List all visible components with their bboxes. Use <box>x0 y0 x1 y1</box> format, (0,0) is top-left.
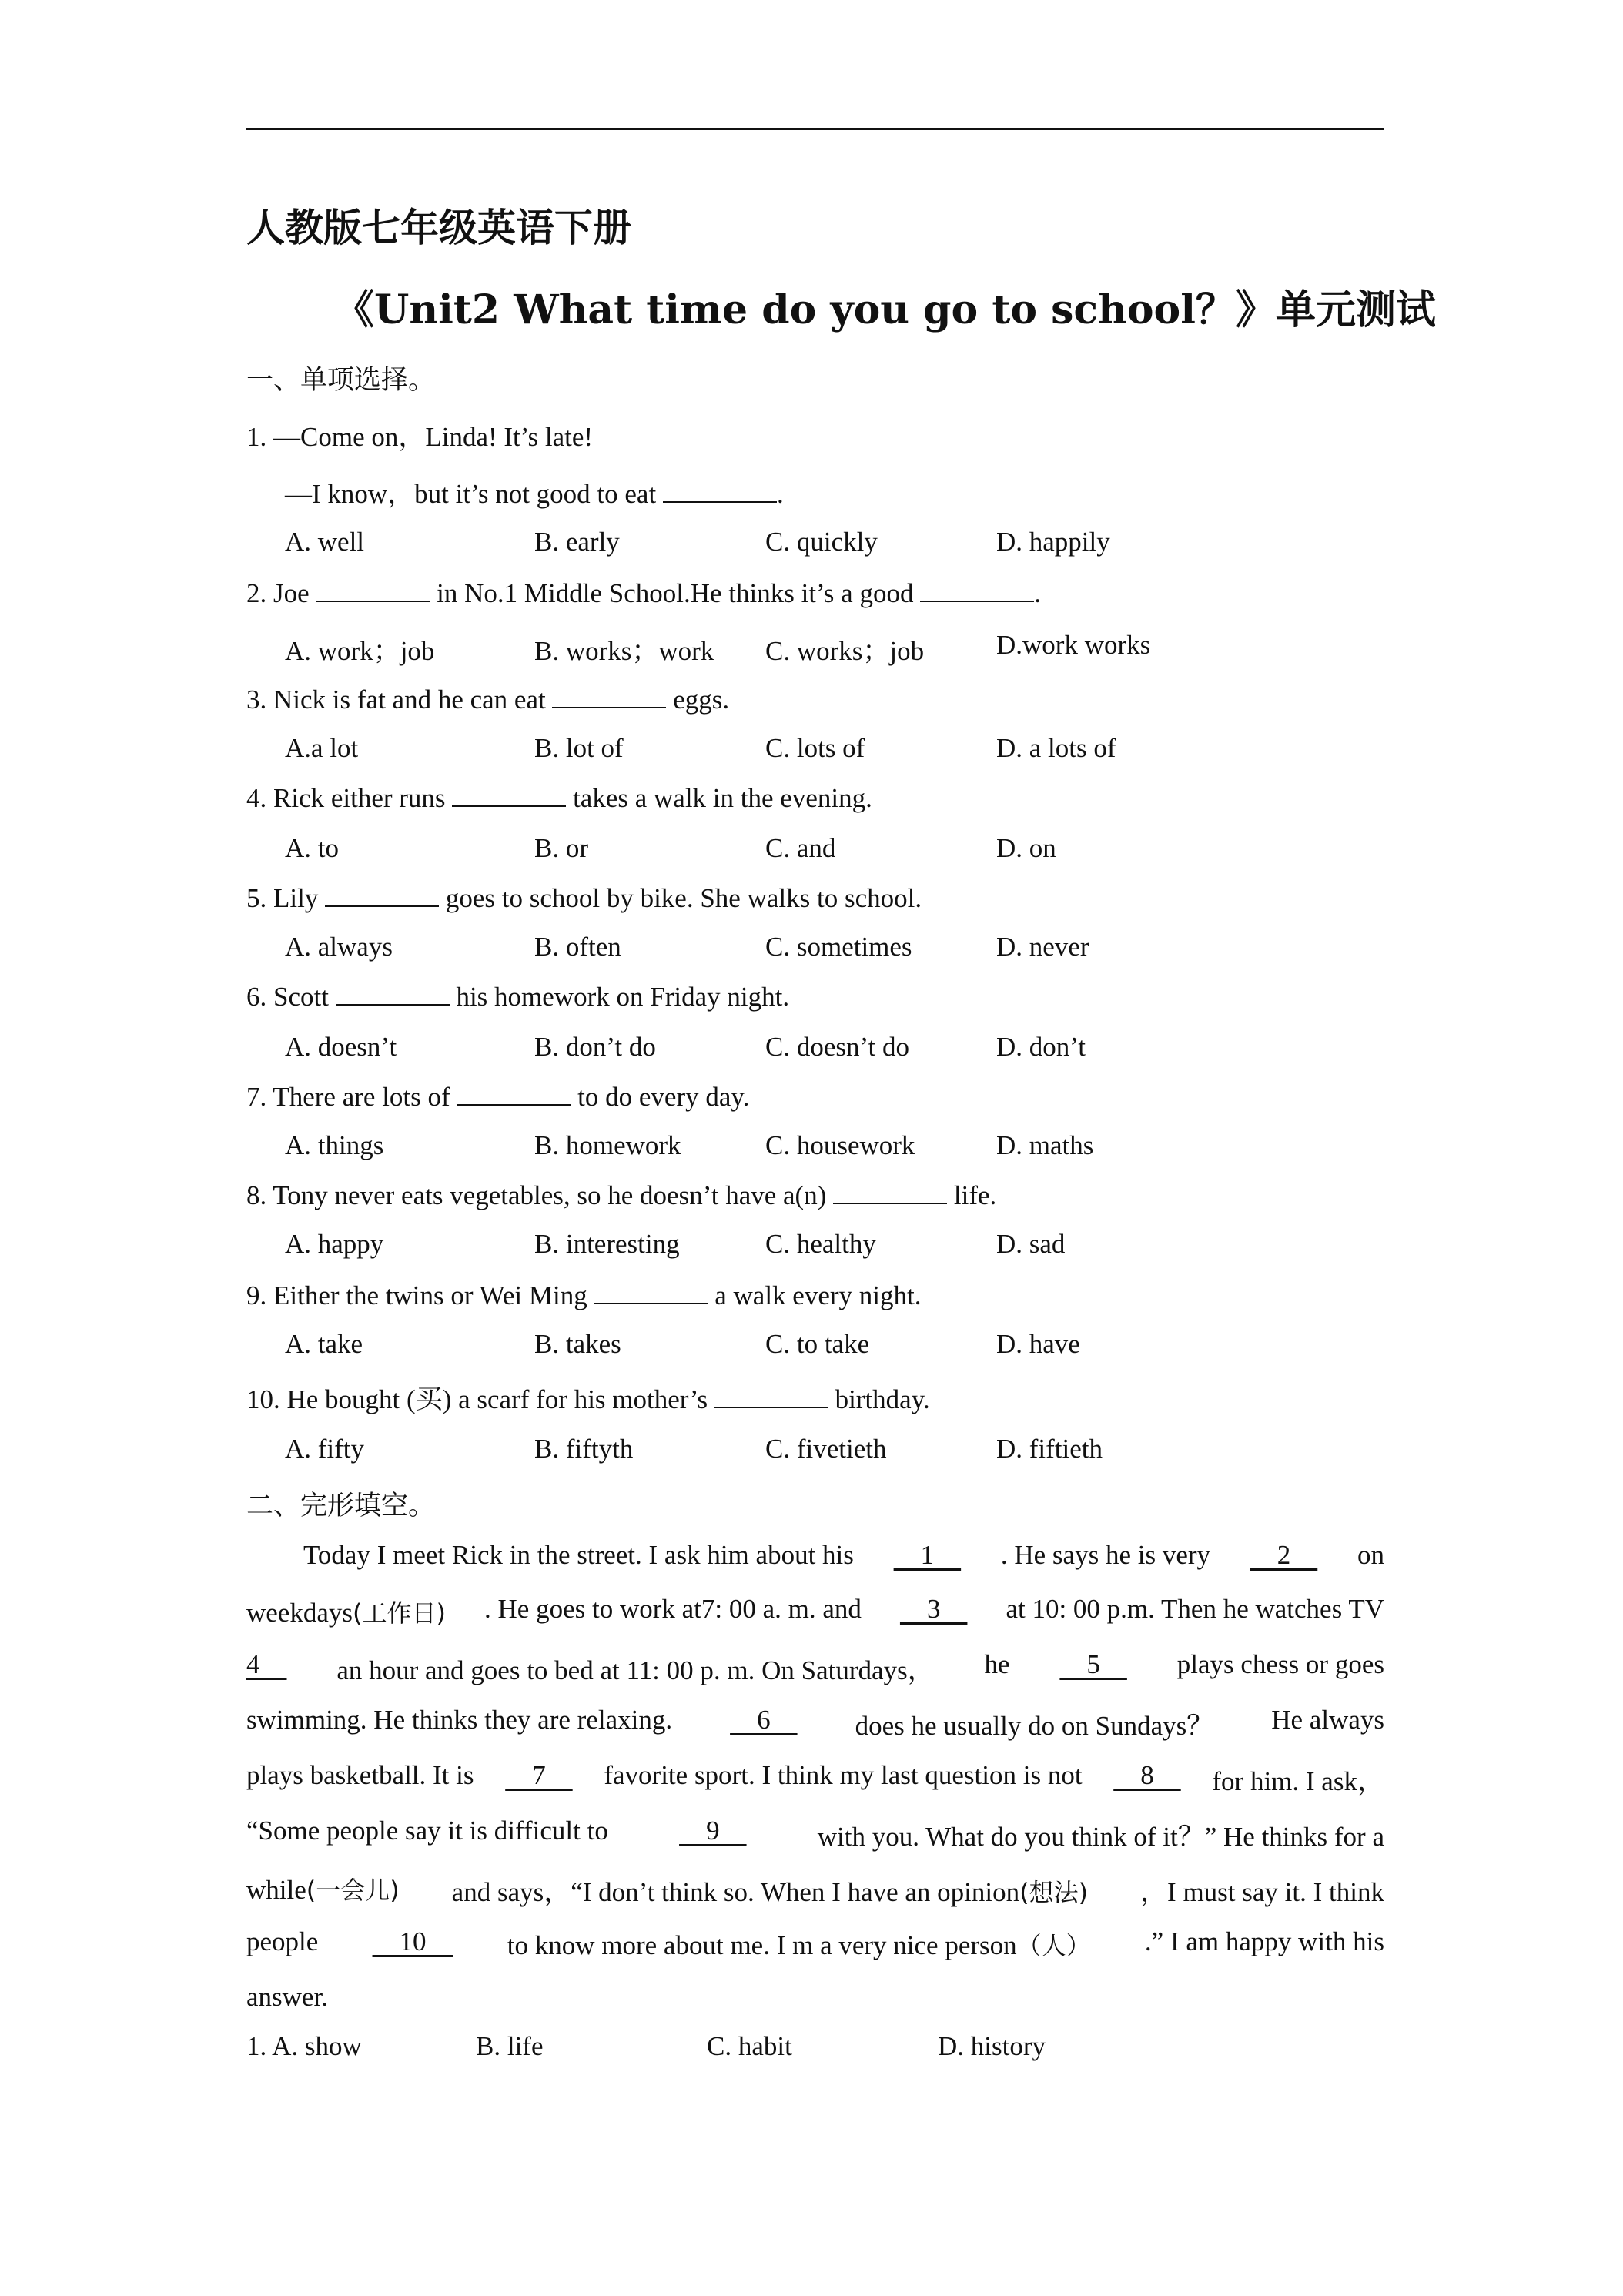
question-4-options <box>285 833 1286 867</box>
question-7: 7. There are lots of to do every day. <box>246 1082 750 1112</box>
question-9-options <box>285 1329 1286 1363</box>
option-c: C. housework <box>765 1130 915 1160</box>
option-a: A. fifty <box>285 1434 365 1464</box>
passage-line: people 10 to know more about me. I m a very nice person（人） .” I am happy with his <box>246 1926 1384 1960</box>
cloze-blank-1: 1 <box>893 1540 962 1570</box>
unit-title: 《Unit2 What time do you go to school？》单元测试 <box>334 286 1436 333</box>
question-8: 8. Tony never eats vegetables, so he doesn’t have a(n) life. <box>246 1180 997 1210</box>
option-d: D. on <box>996 833 1056 863</box>
option-a: A. to <box>285 833 339 863</box>
option-b: B. don’t do <box>534 1032 656 1062</box>
answer-blank <box>714 1384 828 1408</box>
option-c: C. sometimes <box>765 932 912 962</box>
answer-blank <box>325 882 439 907</box>
cloze-blank-4: 4 <box>246 1649 287 1679</box>
question-6-options <box>285 1032 1286 1066</box>
option-a: A. take <box>285 1329 363 1359</box>
answer-blank <box>920 577 1034 602</box>
question-2: 2. Joe in No.1 Middle School.He thinks it’s a good . <box>246 578 1041 608</box>
option-b: B. fiftyth <box>534 1434 634 1464</box>
question-4: 4. Rick either runs takes a walk in the evening. <box>246 783 872 813</box>
option-d: D. maths <box>996 1130 1094 1160</box>
option-c: C. healthy <box>765 1229 876 1259</box>
option-b: B. life <box>476 2031 544 2061</box>
section-heading-2: 二、完形填空。 <box>246 1491 436 1521</box>
option-b: B. homework <box>534 1130 681 1160</box>
cloze-blank-10: 10 <box>372 1926 453 1956</box>
option-a: A. happy <box>285 1229 384 1259</box>
option-a: A. doesn’t <box>285 1032 397 1062</box>
option-a: A. work；job <box>285 636 435 666</box>
question-10: 10. He bought (买) a scarf for his mother’s birthday. <box>246 1384 930 1414</box>
question-2-options <box>285 630 1286 664</box>
answer-blank <box>336 981 450 1006</box>
option-d: D. history <box>938 2031 1046 2061</box>
cloze-blank-8: 8 <box>1113 1760 1181 1790</box>
question-5: 5. Lily goes to school by bike. She walks to school. <box>246 883 922 913</box>
cloze-blank-2: 2 <box>1250 1540 1318 1570</box>
option-c: C. habit <box>707 2031 792 2061</box>
cloze-blank-3: 3 <box>899 1594 968 1624</box>
option-b: B. lot of <box>534 733 624 763</box>
option-b: B. takes <box>534 1329 621 1359</box>
cloze-question-1-options <box>246 2031 1247 2065</box>
answer-blank <box>457 1081 571 1106</box>
option-c: C. lots of <box>765 733 865 763</box>
option-c: C. quickly <box>765 527 878 557</box>
question-1-options <box>285 527 1286 561</box>
option-d: D. never <box>996 932 1089 962</box>
section-heading-1: 一、单项选择。 <box>246 365 436 396</box>
question-3-options <box>285 733 1286 767</box>
option-b: B. often <box>534 932 621 962</box>
answer-blank <box>552 684 666 708</box>
cloze-blank-5: 5 <box>1059 1649 1127 1679</box>
option-c: C. works；job <box>765 636 925 666</box>
header-rule <box>246 128 1384 130</box>
question-8-options <box>285 1229 1286 1263</box>
question-7-options <box>285 1130 1286 1164</box>
document-title: 人教版七年级英语下册 <box>246 205 631 250</box>
question-3: 3. Nick is fat and he can eat eggs. <box>246 684 730 715</box>
option-b: B. or <box>534 833 588 863</box>
option-d: D. happily <box>996 527 1110 557</box>
question-1-reply: —I know，but it’s not good to eat . <box>285 479 784 509</box>
option-d: D. have <box>996 1329 1080 1359</box>
option-a: A. things <box>285 1130 384 1160</box>
option-c: C. and <box>765 833 836 863</box>
answer-blank <box>316 577 430 602</box>
passage-line: weekdays(工作日) . He goes to work at7: 00 a. m. and 3 at 10: 00 p.m. Then he watches TV <box>246 1594 1384 1628</box>
option-d: D. a lots of <box>996 733 1116 763</box>
answer-blank <box>452 782 566 807</box>
option-a: A. always <box>285 932 393 962</box>
passage-line: 4 an hour and goes to bed at 11: 00 p. m. On Saturdays， he 5 plays chess or goes <box>246 1649 1384 1688</box>
question-1: 1. —Come on，Linda! It’s late! <box>246 422 594 452</box>
question-6: 6. Scott his homework on Friday night. <box>246 982 790 1012</box>
answer-blank <box>663 478 777 503</box>
question-10-options <box>285 1434 1286 1468</box>
option-d: D. don’t <box>996 1032 1086 1062</box>
cloze-blank-7: 7 <box>505 1760 573 1790</box>
passage-line: “Some people say it is difficult to 9 with you. What do you think of it？” He thinks for a <box>246 1816 1384 1854</box>
passage-line: answer. <box>246 1982 328 2012</box>
option-c: C. fivetieth <box>765 1434 887 1464</box>
passage-line: plays basketball. It is 7 favorite sport. I think my last question is not 8 for him. I ask， <box>246 1760 1384 1799</box>
cloze-blank-9: 9 <box>679 1816 747 1846</box>
option-c: C. to take <box>765 1329 870 1359</box>
question-5-options <box>285 932 1286 966</box>
option-a: 1. A. show <box>246 2031 362 2061</box>
cloze-blank-6: 6 <box>730 1705 798 1735</box>
option-c: C. doesn’t do <box>765 1032 909 1062</box>
answer-blank <box>594 1280 708 1304</box>
option-b: B. works；work <box>534 636 714 666</box>
option-b: B. early <box>534 527 620 557</box>
option-a: A.a lot <box>285 733 359 763</box>
option-d: D. sad <box>996 1229 1066 1259</box>
answer-blank <box>833 1180 947 1204</box>
passage-line: while(一会儿) and says，“I don’t think so. When I have an opinion(想法) ，I must say it. I think <box>246 1875 1384 1907</box>
passage-line: swimming. He thinks they are relaxing. 6 does he usually do on Sundays？ He always <box>246 1705 1384 1743</box>
passage-line: Today I meet Rick in the street. I ask him about his 1 . He says he is very 2 on <box>303 1540 1384 1570</box>
option-d: D. fiftieth <box>996 1434 1103 1464</box>
option-b: B. interesting <box>534 1229 680 1259</box>
option-a: A. well <box>285 527 365 557</box>
option-d: D.work works <box>996 630 1151 660</box>
question-9: 9. Either the twins or Wei Ming a walk every night. <box>246 1280 922 1310</box>
